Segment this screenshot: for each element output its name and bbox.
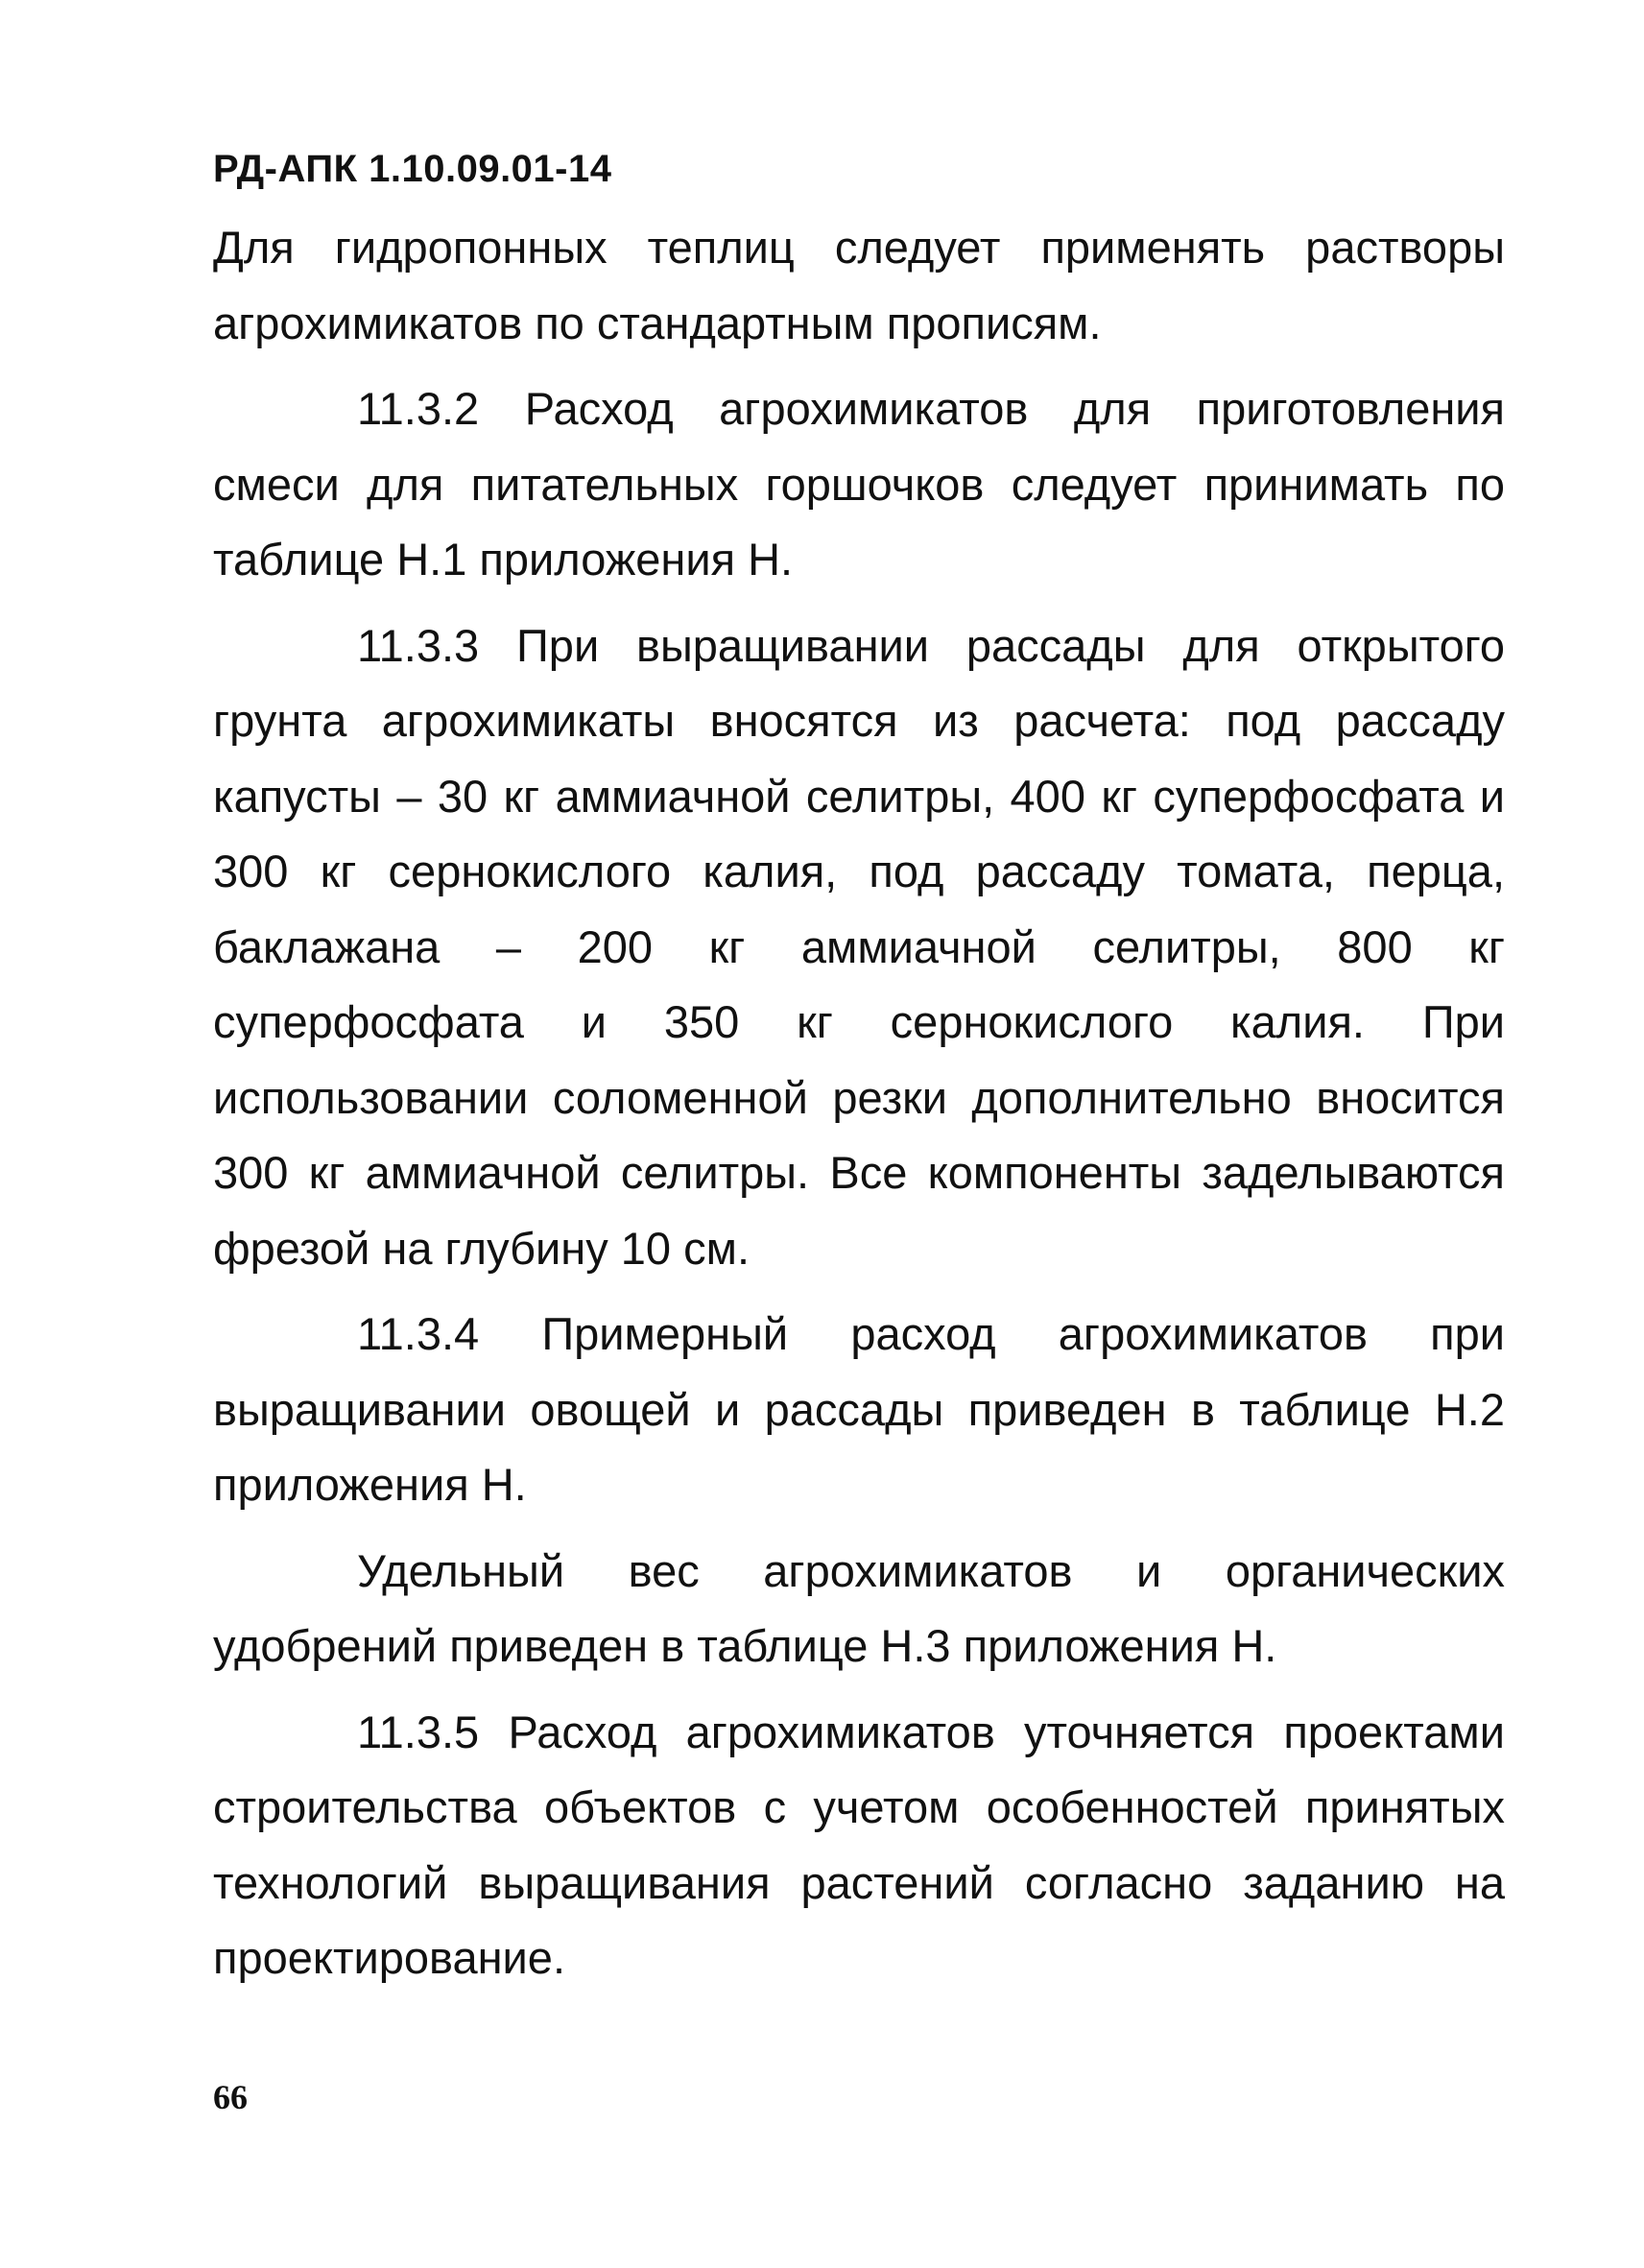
body-text [213, 210, 1505, 1996]
page-number: 66 [213, 2078, 248, 2116]
paragraph-11-3-2: 11.3.2 Расход агрохимикатов для приготовления смеси для питательных горшочков следует принимать по таблице Н.1 приложения Н. [213, 383, 1505, 585]
paragraph-specific-weight: Удельный вес агрохимикатов и органических удобрений приведен в таблице Н.3 приложения Н. [213, 1544, 1505, 1671]
paragraph-11-3-5: 11.3.5 Расход агрохимикатов уточняется проектами строительства объектов с учетом особенностей принятых технологий выращивания растений согласно заданию на проектирование. [213, 1706, 1505, 1983]
paragraph-11-3-3: 11.3.3 При выращивании рассады для открытого грунта агрохимикаты вносятся из расчета: под рассаду капусты – 30 кг аммиачной селитры, 400 кг суперфосфата и 300 кг сернокислого калия, под рассаду томата, перца, баклажана – 200 кг аммиачной селитры, 800 кг суперфосфата и 350 кг сернокислого калия. При использовании соломенной резки дополнительно вносится 300 кг аммиачной селитры. Все компоненты заделываются фрезой на глубину 10 см. [213, 619, 1505, 1274]
paragraph-hydroponic-solutions: Для гидропонных теплиц следует применять растворы агрохимикатов по стандартным прописям. [213, 222, 1505, 348]
paragraph-11-3-4: 11.3.4 Примерный расход агрохимикатов при выращивании овощей и рассады приведен в таблице Н.2 приложения Н. [213, 1308, 1505, 1510]
document-code-header: РД-АПК 1.10.09.01-14 [213, 148, 612, 190]
